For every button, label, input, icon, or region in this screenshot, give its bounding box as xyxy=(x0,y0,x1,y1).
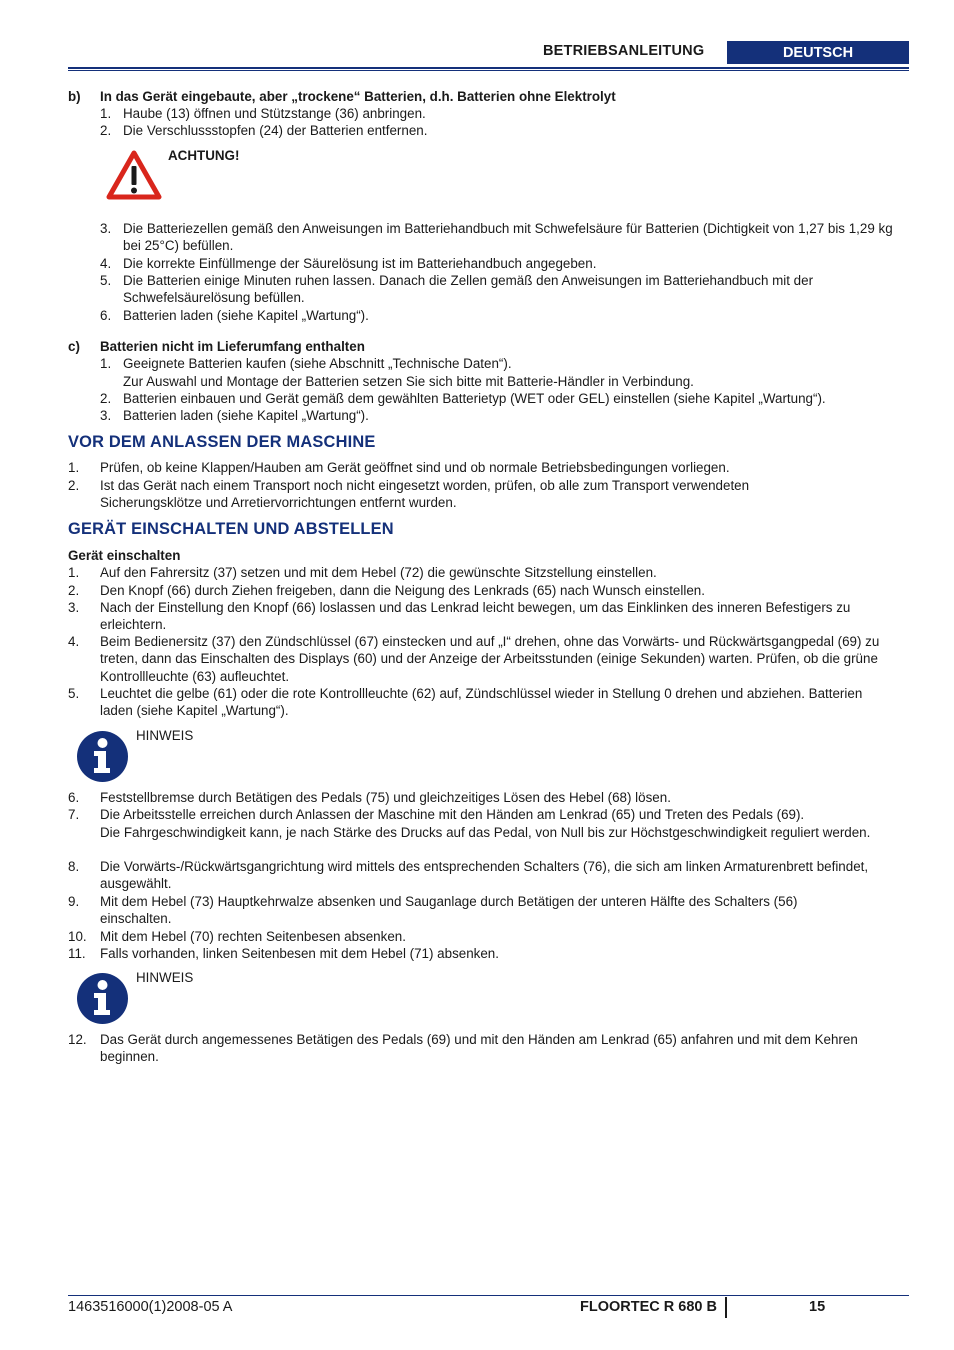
model-name: FLOORTEC R 680 B xyxy=(580,1299,717,1315)
warning-triangle-icon xyxy=(106,150,162,200)
section-c-title: Batterien nicht im Lieferumfang enthalten xyxy=(100,339,365,354)
info-icon xyxy=(76,972,129,1025)
note-label: HINWEIS xyxy=(136,728,194,743)
info-icon xyxy=(76,730,129,783)
section-b-label: b) xyxy=(68,89,81,104)
note-label: HINWEIS xyxy=(136,970,194,985)
section-heading: GERÄT EINSCHALTEN UND ABSTELLEN xyxy=(68,520,394,538)
header-rule xyxy=(68,67,909,69)
section-b-title: In das Gerät eingebaute, aber „trockene“ Batterien, d.h. Batterien ohne Elektrolyt xyxy=(100,89,616,104)
warning-label: ACHTUNG! xyxy=(168,148,240,163)
footer-rule xyxy=(68,1295,909,1296)
page-number: 15 xyxy=(809,1299,826,1315)
language-badge: DEUTSCH xyxy=(727,41,909,64)
subsection-heading: Gerät einschalten xyxy=(68,548,181,563)
section-c-label: c) xyxy=(68,339,80,354)
doc-code: 1463516000(1)2008-05 A xyxy=(68,1299,233,1315)
header-title: BETRIEBSANLEITUNG xyxy=(543,43,705,59)
section-heading: VOR DEM ANLASSEN DER MASCHINE xyxy=(68,433,376,451)
footer-divider xyxy=(725,1297,727,1318)
header-rule-thin xyxy=(68,70,909,71)
